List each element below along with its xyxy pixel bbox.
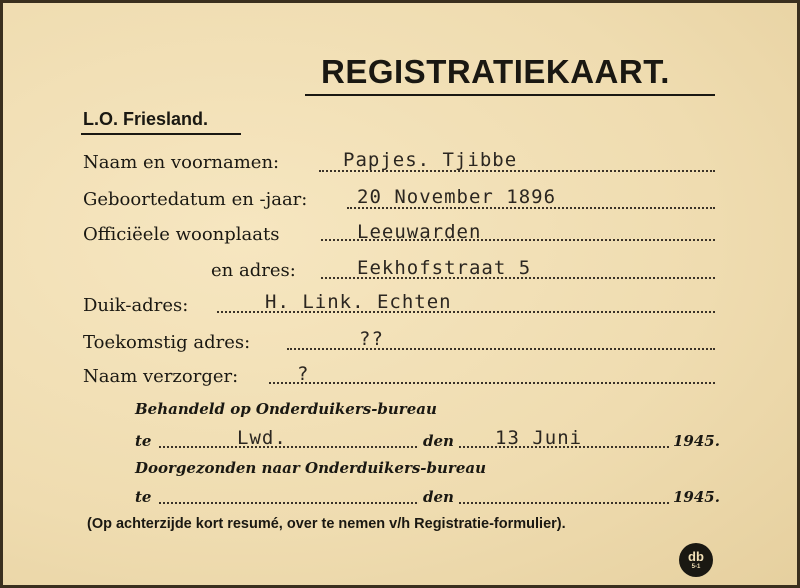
doorgezonden-te-label: te [135,488,152,506]
geboorte-label: Geboortedatum en -jaar: [83,189,308,210]
organization-underline [81,133,241,135]
behandeld-heading: Behandeld op Onderduikers-bureau [135,400,437,418]
stamp-main-text: db [688,549,704,564]
doorgezonden-te-line [159,502,417,504]
stamp-small-text: 5-1 [691,564,701,570]
behandeld-den-value: 13 Juni [495,427,583,449]
doorgezonden-year: 1945. [673,488,720,506]
doorgezonden-den-label: den [423,488,454,506]
verzorger-line [269,382,715,384]
card-title: REGISTRATIEKAART. [321,53,670,90]
back-side-note: (Op achterzijde kort resumé, over te nemen v/h Registratie-formulier). [87,516,566,532]
duik-value: H. Link. Echten [265,291,452,313]
title-underline [305,94,715,96]
adres-label: en adres: [211,260,296,281]
naam-label: Naam en voornamen: [83,152,280,173]
behandeld-year: 1945. [673,432,720,450]
naam-value: Papjes. Tjibbe [343,149,518,171]
toekomstig-line [287,348,715,350]
toekomstig-value: ?? [359,328,384,350]
behandeld-te-label: te [135,432,152,450]
printer-stamp-icon [679,543,713,577]
doorgezonden-den-line [459,502,669,504]
verzorger-label: Naam verzorger: [83,366,239,387]
doorgezonden-heading: Doorgezonden naar Onderduikers-bureau [135,459,486,477]
organization-label: L.O. Friesland. [83,109,209,129]
behandeld-te-value: Lwd. [237,427,287,449]
verzorger-value: ? [297,363,310,385]
behandeld-den-label: den [423,432,454,450]
woonplaats-value: Leeuwarden [357,221,482,243]
geboorte-value: 20 November 1896 [357,186,557,208]
adres-value: Eekhofstraat 5 [357,257,532,279]
behandeld-te-line [159,446,417,448]
duik-label: Duik-adres: [83,295,189,316]
toekomstig-label: Toekomstig adres: [83,332,251,353]
woonplaats-label: Officiëele woonplaats [83,224,280,245]
